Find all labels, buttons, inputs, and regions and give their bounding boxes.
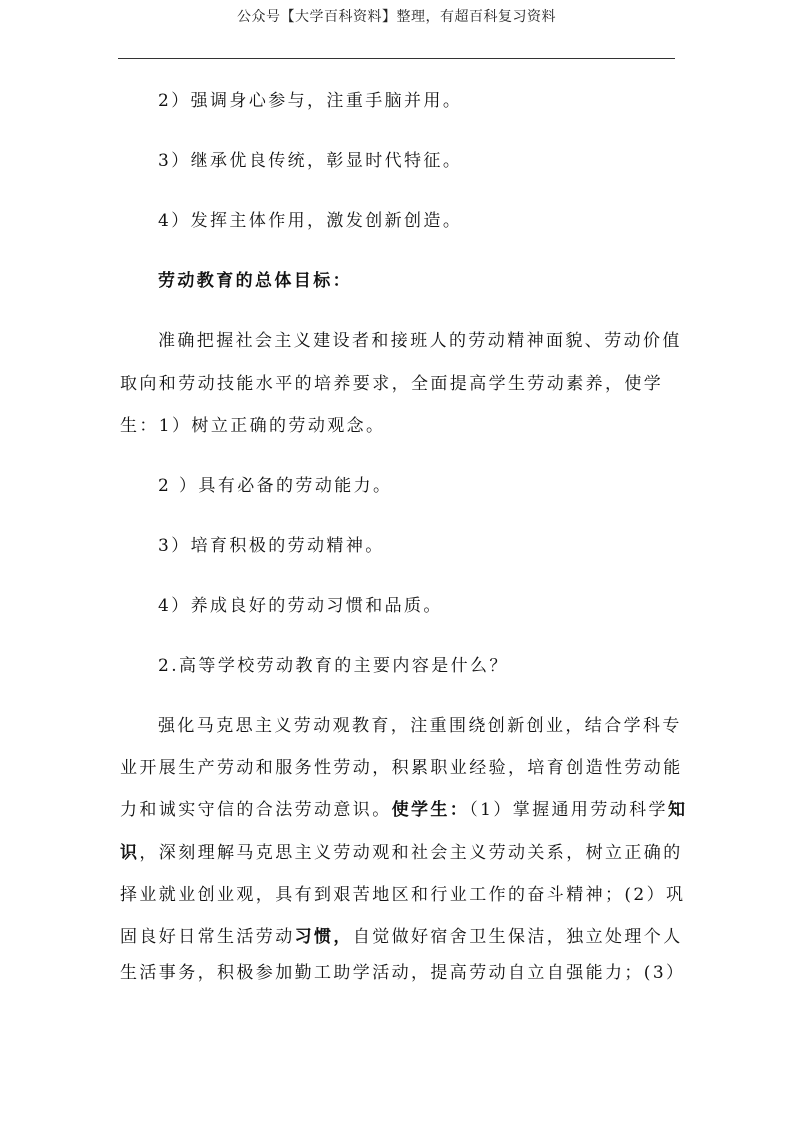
answer-line-1: 强化马克思主义劳动观教育，注重围绕创新创业，结合学科专	[158, 716, 682, 736]
page-header: 公众号【大学百科资料】整理，有超百科复习资料	[237, 9, 556, 25]
goal-paragraph-line-3: 生：1）树立正确的劳动观念。	[120, 416, 386, 436]
answer-emphasis-knowledge-b: 识	[120, 843, 140, 863]
answer-line-6-rest: 自觉做好宿舍卫生保洁，独立处理个人	[352, 927, 683, 947]
answer-line-2: 业开展生产劳动和服务性劳动，积累职业经验，培育创造性劳动能	[120, 758, 683, 778]
answer-emphasis-students: 使学生：	[391, 800, 470, 820]
principle-3: 3）继承优良传统，彰显时代特征。	[158, 151, 463, 171]
principle-4: 4）发挥主体作用，激发创新创造。	[158, 211, 463, 231]
goal-paragraph-line-2: 取向和劳动技能水平的培养要求，全面提高学生劳动素养，使学	[120, 374, 664, 394]
answer-emphasis-knowledge-a: 知	[667, 800, 688, 820]
answer-line-4-text: ，深刻理解马克思主义劳动观和社会主义劳动关系，树立正确的	[139, 843, 683, 863]
answer-line-3	[120, 800, 687, 820]
goal-paragraph-line-1: 准确把握社会主义建设者和接班人的劳动精神面貌、劳动价值	[158, 331, 682, 351]
goal-item-2: 2 ）具有必备的劳动能力。	[158, 476, 393, 496]
answer-line-5: 择业就业创业观，具有到艰苦地区和行业工作的奋斗精神；(2）巩	[120, 885, 686, 905]
header-divider	[118, 58, 675, 59]
question-heading-2: 2.高等学校劳动教育的主要内容是什么？	[158, 656, 509, 676]
goal-item-4: 4）养成良好的劳动习惯和品质。	[158, 596, 443, 616]
answer-line-3-text: 力和诚实守信的合法劳动意识。	[120, 800, 392, 820]
answer-line-4	[120, 843, 683, 863]
answer-emphasis-habits: 习惯，	[294, 927, 353, 947]
answer-line-7: 生活事务，积极参加勤工助学活动，提高劳动自立自强能力；(3）	[120, 963, 686, 983]
principle-2: 2）强调身心参与，注重手脑并用。	[158, 91, 463, 111]
answer-line-3-item-1: （1）掌握通用劳动科学	[469, 800, 668, 820]
answer-line-6-text: 固良好日常生活劳动	[120, 927, 295, 947]
goal-item-3: 3）培育积极的劳动精神。	[158, 536, 385, 556]
section-heading-goal: 劳动教育的总体目标：	[158, 271, 352, 291]
answer-line-6	[120, 927, 683, 947]
